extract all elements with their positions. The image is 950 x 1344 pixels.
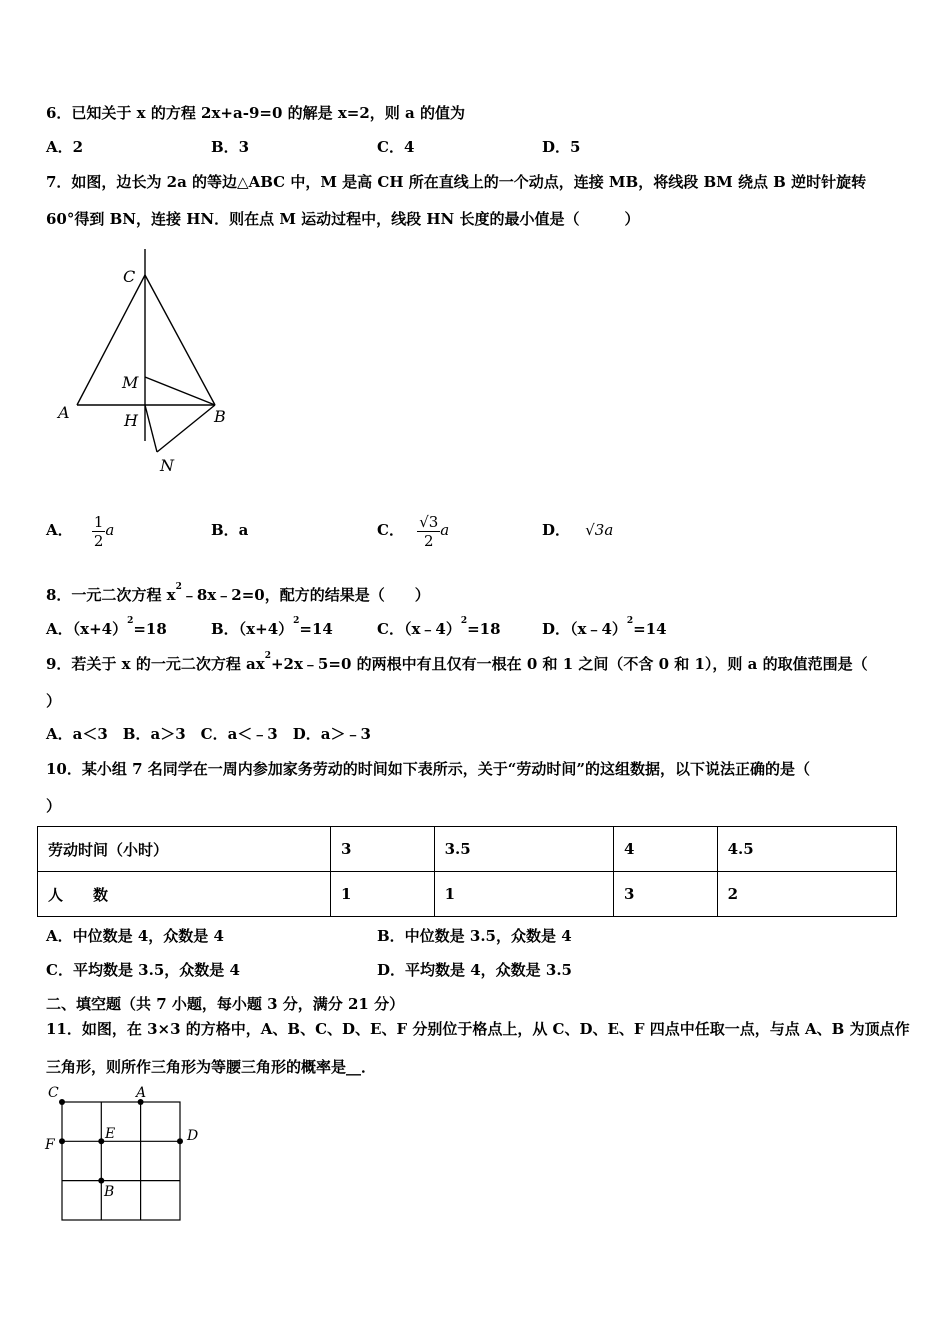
point-b [98, 1178, 104, 1184]
q8-stem-post: ﹣8x﹣2=0，配方的结果是（ ） [181, 586, 430, 604]
q8-stem [46, 584, 430, 605]
q10-option-b: B．中位数是 3.5，众数是 4 [377, 927, 572, 945]
q7-option-b: B．a [211, 521, 249, 539]
q8-option-b-sup: 2 [293, 616, 300, 626]
label-c: C [48, 1085, 59, 1101]
point-f [59, 1138, 65, 1144]
table-cell: 劳动时间（小时） [38, 827, 331, 872]
label-e: E [105, 1126, 116, 1142]
q7-option-a-label: A． [46, 521, 73, 539]
segment-bn [157, 405, 215, 452]
q7-option-c [377, 505, 449, 555]
q7-option-d-expr: √3a [585, 521, 614, 539]
q7-option-a-den: 2 [93, 531, 104, 550]
table-cell: 4.5 [717, 827, 896, 872]
q7-option-a-fraction [92, 513, 106, 550]
table-cell: 3.5 [434, 827, 613, 872]
point-d [177, 1138, 183, 1144]
q10-option-d: D．平均数是 4，众数是 3.5 [377, 961, 572, 979]
point-e [98, 1138, 104, 1144]
q8-option-d-post: =14 [633, 620, 667, 638]
q9-stem-pre: 9．若关于 x 的一元二次方程 ax [46, 655, 265, 673]
q11-stem-line2: 三角形，则所作三角形为等腰三角形的概率是__． [46, 1058, 377, 1076]
table-cell: 1 [434, 872, 613, 917]
q8-option-b [211, 618, 333, 639]
q7-option-a-var: a [105, 521, 115, 539]
q10-data-table [37, 826, 897, 917]
label-c: C [123, 267, 136, 286]
table-cell: 人 数 [38, 872, 331, 917]
q6-stem: 6．已知关于 x 的方程 2x+a-9=0 的解是 x=2，则 a 的值为 [46, 104, 465, 122]
label-b: B [214, 407, 226, 426]
q7-triangle-figure [50, 245, 240, 480]
q7-option-a-num: 1 [93, 512, 104, 531]
q8-option-a-pre: A．（x+4） [46, 620, 128, 638]
q7-option-d [542, 505, 613, 555]
table-cell: 4 [613, 827, 717, 872]
section2-heading: 二、填空题（共 7 小题，每小题 3 分，满分 21 分） [46, 995, 405, 1013]
q7-stem-line1: 7．如图，边长为 2a 的等边△ABC 中，M 是高 CH 所在直线上的一个动点，连接 MB，将线段 BM 绕点 B 逆时针旋转 [46, 173, 867, 191]
q8-option-a [46, 618, 167, 639]
point-c [59, 1099, 65, 1105]
q8-stem-pre: 8．一元二次方程 x [46, 586, 176, 604]
label-m: M [122, 373, 139, 392]
segment-mb [145, 377, 215, 405]
q6-option-d: D．5 [542, 138, 581, 156]
label-h: H [124, 411, 138, 430]
q11-stem-line1: 11．如图，在 3×3 的方格中，A、B、C、D、E、F 分别位于格点上，从 C、D、E、F 四点中任取一点，与点 A、B 为顶点作 [46, 1020, 910, 1038]
q7-stem-line2: 60°得到 BN，连接 HN．则在点 M 运动过程中，线段 HN 长度的最小值是（ ） [46, 210, 640, 228]
label-a: A [136, 1085, 147, 1101]
grid-border [62, 1102, 180, 1220]
q10-option-a: A．中位数是 4，众数是 4 [46, 927, 224, 945]
q9-stem-post: +2x﹣5=0 的两根中有且仅有一根在 0 和 1 之间（不含 0 和 1），则 a 的取值范围是（ [270, 655, 868, 673]
q6-option-b: B．3 [211, 138, 250, 156]
q9-stem-sup: 2 [264, 651, 271, 661]
table-cell: 2 [717, 872, 896, 917]
q7-option-c-den: 2 [423, 531, 434, 550]
q8-option-c-sup: 2 [460, 616, 468, 626]
label-f: F [45, 1137, 55, 1153]
table-cell: 3 [613, 872, 717, 917]
q9-options: A．a＜3 B．a＞3 C．a＜﹣3 D．a＞﹣3 [46, 725, 371, 743]
q6-option-a: A．2 [46, 138, 84, 156]
q10-option-c: C．平均数是 3.5，众数是 4 [46, 961, 240, 979]
label-n: N [160, 456, 174, 475]
side-bc [145, 275, 215, 405]
q9-stem-line2: ） [46, 692, 62, 710]
q8-option-d [542, 618, 667, 639]
segment-hn [145, 405, 157, 452]
q7-option-c-label: C． [377, 521, 404, 539]
table-row [38, 827, 897, 872]
q8-option-a-post: =18 [133, 620, 167, 638]
q7-option-c-fraction [417, 513, 440, 550]
q8-option-d-pre: D．（x﹣4） [542, 620, 627, 638]
q10-stem-line1: 10．某小组 7 名同学在一周内参加家务劳动的时间如下表所示，关于“劳动时间”的这组数据，以下说法正确的是（ [46, 760, 811, 778]
q7-option-c-num: √3 [419, 512, 439, 531]
q8-stem-sup: 2 [175, 582, 182, 592]
q10-stem-line2: ） [46, 797, 62, 815]
q11-grid-figure [40, 1082, 215, 1227]
table-row [38, 872, 897, 917]
q8-option-c-pre: C．（x﹣4） [377, 620, 461, 638]
label-b: B [104, 1184, 115, 1200]
q7-option-a [46, 505, 114, 555]
q8-option-b-pre: B．（x+4） [211, 620, 294, 638]
q6-option-c: C．4 [377, 138, 415, 156]
q8-option-c [377, 618, 501, 639]
q9-stem-line1 [46, 653, 868, 674]
label-d: D [187, 1128, 199, 1144]
q7-option-d-label: D． [542, 521, 571, 539]
q7-option-c-var: a [440, 521, 450, 539]
q8-option-c-post: =18 [467, 620, 501, 638]
q8-option-a-sup: 2 [127, 616, 134, 626]
table-cell: 3 [331, 827, 435, 872]
label-a: A [58, 403, 70, 422]
table-cell: 1 [331, 872, 435, 917]
q8-option-d-sup: 2 [626, 616, 634, 626]
q8-option-b-post: =14 [299, 620, 333, 638]
